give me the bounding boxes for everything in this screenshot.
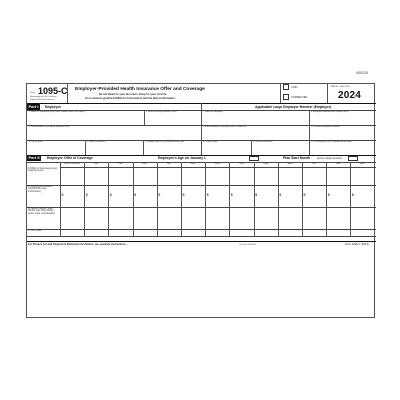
row-label-14: 14 Offer of Coverage (enter required code) [28,166,58,173]
cell-line-16-nov[interactable] [327,208,350,229]
form-subtitle: Do not attach to your tax return. Keep for your records. [99,93,168,96]
column-july: July [239,161,244,165]
cell-line-17-june[interactable] [206,230,229,236]
void-checkbox[interactable] [283,84,289,90]
column-june: June [214,161,221,165]
cell-line-17-nov[interactable] [327,230,350,236]
cell-line-14-jan[interactable] [85,168,108,185]
corrected-checkbox[interactable] [283,94,289,100]
column-oct: Oct [312,161,317,165]
field-10-contact-phone[interactable]: 10 Contact telephone number [311,125,340,128]
cell-line-16-feb[interactable] [109,208,132,229]
part2-bottom-rule [27,241,376,242]
cell-line-14-june[interactable] [206,168,229,185]
header-divider-right [280,84,281,103]
dollar-sign: $ [255,192,258,197]
cell-line-16-jan[interactable] [85,208,108,229]
dollar-sign: $ [351,192,354,197]
cell-line-17-jan[interactable] [85,230,108,236]
cell-line-16-may[interactable] [182,208,205,229]
field-3-street-address[interactable]: 3 Street address (including apartment no.) [29,125,70,128]
dollar-sign: $ [303,192,306,197]
column-sept: Sept [287,161,293,165]
field-4-city[interactable]: 4 City or town [29,140,43,143]
part2-tab: Part II [28,155,40,160]
field-8-ein[interactable]: 8 Employer identification number (EIN) [311,110,349,113]
dollar-sign: $ [230,192,233,197]
cell-line-15-nov[interactable] [327,186,350,207]
column-dec: Dec [360,161,365,165]
cell-line-14-aug[interactable] [254,168,277,185]
grid-rule [27,236,376,237]
dollar-sign: $ [109,192,112,197]
cell-line-16-dec[interactable] [351,208,374,229]
omb-number: OMB No. 1545-2251 [330,86,351,88]
cell-line-17-sept[interactable] [278,230,301,236]
row-label-15: 15 Employee Required Contribution (see instructions) [28,184,53,193]
cell-line-17-may[interactable] [182,230,205,236]
row-label-16: 16 Section 4980H Safe Harbor and Other Relief (enter code, if applicable) [28,206,55,215]
cell-line-17-feb[interactable] [109,230,132,236]
part1-tab: Part I [28,103,39,109]
column-mar: Mar [142,161,147,165]
header-divider-omb [327,84,328,103]
grid-divider [85,140,86,155]
cell-line-16-june[interactable] [206,208,229,229]
grid-divider [309,110,310,155]
field-13-employer-country-zip[interactable]: 13 Country and ZIP or foreign postal code [311,140,352,143]
plan-start-label: Plan Start Month [283,156,310,160]
footer-cat-no: Cat. No. 60705M [239,243,256,246]
cell-line-17-all[interactable] [61,230,84,236]
cell-line-15-mar[interactable] [133,186,156,207]
cell-line-14-all[interactable] [61,168,84,185]
part1-employer-heading: Applicable Large Employer Member (Employer) [255,104,332,109]
cell-line-14-oct[interactable] [303,168,326,185]
dollar-sign: $ [206,192,209,197]
cell-line-17-mar[interactable] [133,230,156,236]
field-11-employer-city[interactable]: 11 City or town [203,140,218,143]
cell-line-15-july[interactable] [230,186,253,207]
cell-line-14-mar[interactable] [133,168,156,185]
cell-line-15-jan[interactable] [85,186,108,207]
dollar-sign: $ [327,192,330,197]
cell-line-14-dec[interactable] [351,168,374,185]
column-feb: Feb [118,161,123,165]
cell-line-15-june[interactable] [206,186,229,207]
field-2-ssn[interactable]: 2 Social security number (SSN) [146,110,177,113]
dept-line-1: Department of the Treasury [30,96,57,98]
form-number: 1095-C [38,86,68,96]
plan-start-note: (enter 2-digit number): [317,156,343,160]
grid-divider [251,140,252,155]
cell-line-14-may[interactable] [182,168,205,185]
column-jan: Jan [94,161,99,165]
cell-line-14-feb[interactable] [109,168,132,185]
employee-age-label: Employee's Age on January 1 [158,156,206,160]
footer-form-label: Form 1095-C (2024) [345,243,369,246]
cell-line-17-dec[interactable] [351,230,374,236]
dollar-sign: $ [158,192,161,197]
dollar-sign: $ [61,192,64,197]
column-apr: Apr [166,161,171,165]
cell-line-14-july[interactable] [230,168,253,185]
cell-line-15-dec[interactable] [351,186,374,207]
cell-line-16-apr[interactable] [157,208,180,229]
form-1095-c [26,83,375,318]
cell-line-15-all[interactable] [61,186,84,207]
field-6-country-zip[interactable]: 6 Country and ZIP or foreign postal code [145,140,185,143]
cell-line-15-feb[interactable] [109,186,132,207]
cell-line-16-oct[interactable] [303,208,326,229]
grid-divider [144,110,145,125]
field-9-employer-street[interactable]: 9 Street address (including room or suite no.) [203,125,247,128]
cell-line-17-july[interactable] [230,230,253,236]
dollar-sign: $ [134,192,137,197]
form-title: Employer-Provided Health Insurance Offer and Coverage [75,87,205,92]
cell-line-15-aug[interactable] [254,186,277,207]
void-label: VOID [291,85,298,89]
column-aug: Aug [263,161,268,165]
tax-year: 2024 [338,90,362,101]
dollar-sign: $ [279,192,282,197]
part1-employee-heading: Employee [45,104,62,109]
dept-line-2: Internal Revenue Service [30,98,55,101]
cell-line-17-aug[interactable] [254,230,277,236]
cell-line-15-apr[interactable] [157,186,180,207]
cell-line-15-oct[interactable] [303,186,326,207]
row-label-17: 17 ZIP Code [28,228,42,232]
employee-age-input[interactable] [249,156,259,162]
field-5-state[interactable]: 5 State or province [87,140,106,143]
cell-line-15-may[interactable] [182,186,205,207]
cell-line-14-apr[interactable] [157,168,180,185]
cell-line-14-sept[interactable] [278,168,301,185]
column-may: May [190,161,196,165]
header-divider-left [67,84,68,103]
cell-line-16-mar[interactable] [133,208,156,229]
cell-line-17-oct[interactable] [303,230,326,236]
footer-privacy-notice: For Privacy Act and Paperwork Reduction Act Notice, see separate instructions. [28,243,127,246]
grid-divider [143,140,144,155]
dollar-sign: $ [182,192,185,197]
cell-line-16-july[interactable] [230,208,253,229]
cell-line-16-all[interactable] [61,208,84,229]
column-all-12-months: All 12 Months [64,161,80,165]
field-7-employer-name[interactable]: 7 Name of employer [203,110,223,113]
dollar-sign: $ [85,192,88,197]
field-12-employer-state[interactable]: 12 State or province [253,140,273,143]
form-instructions-line: Go to www.irs.gov/Form1095C for instructions and the latest information. [85,96,176,100]
corrected-label: CORRECTED [291,96,308,99]
corner-code: 400120 [356,71,368,75]
cell-line-16-aug[interactable] [254,208,277,229]
part2-heading: Employee Offer of Coverage [47,156,93,160]
field-1-employee-name[interactable]: 1 Name of employee (first name, middle initial, last name) [29,110,85,113]
plan-start-month-input[interactable] [348,156,358,162]
cell-line-15-sept[interactable] [278,186,301,207]
column-nov: Nov [335,161,341,165]
part1-center-divider [201,103,202,155]
form-prefix: Form [30,92,36,94]
cell-line-14-nov[interactable] [327,168,350,185]
cell-line-16-sept[interactable] [278,208,301,229]
cell-line-17-apr[interactable] [157,230,180,236]
